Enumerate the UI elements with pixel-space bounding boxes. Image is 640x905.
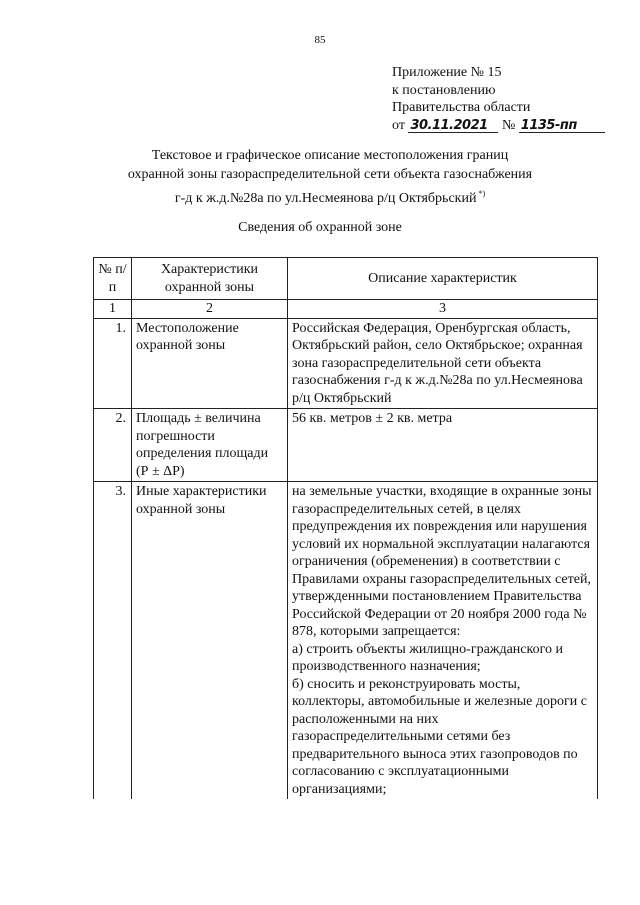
restriction-item-b: б) сносить и реконструировать мосты, коллекторы, автомобильные и железные дороги с расположенными на них газораспределительными сетями без предварительного выноса этих газопроводов по согласованию с эксплуатационными организациями; (292, 676, 587, 797)
table-row (94, 318, 598, 409)
title-line-2: охранной зоны газораспределительной сети объекта газоснабжения (127, 167, 533, 182)
appendix-line-1: Приложение № 15 (392, 65, 502, 80)
table-index-row (94, 300, 598, 319)
appendix-line-3: Правительства области (392, 100, 531, 115)
document-title (60, 146, 600, 208)
row-description: Российская Федерация, Оренбургская область, Октябрьский район, село Октябрьское; охранная зона газораспределительной сети объекта газоснабжения г-д к ж.д.№28а по ул.Несмеянова р/ц Октябрьский (288, 318, 598, 409)
title-line-1: Текстовое и графическое описание местоположения границ (151, 148, 509, 163)
appendix-date-line (392, 117, 605, 135)
section-title: Сведения об охранной зоне (238, 220, 402, 235)
protection-zone-table (93, 257, 598, 799)
table-row (94, 409, 598, 482)
row-number: 3. (94, 482, 132, 800)
appendix-line-2: к постановлению (392, 82, 496, 98)
index-cell-3: 3 (288, 300, 598, 319)
row-description (288, 482, 598, 800)
table-header-row (94, 258, 598, 300)
row-characteristic: Площадь ± величина погрешности определения площади (Р ± ΔР) (132, 409, 288, 482)
title-line-3-text: г-д к ж.д.№28а по ул.Несмеянова р/ц Октябрьский (174, 191, 477, 206)
index-cell-1: 1 (94, 300, 132, 319)
page-number: 85 (314, 34, 326, 46)
handwritten-number: 1135-пп (519, 119, 605, 133)
header-description: Описание характеристик (288, 258, 598, 300)
footnote-mark: *) (478, 189, 486, 198)
handwritten-date: 30.11.2021 (408, 119, 498, 133)
appendix-date-prefix: от (392, 117, 405, 133)
row-characteristic: Иные характеристики охранной зоны (132, 482, 288, 800)
row-characteristic: Местоположение охранной зоны (132, 318, 288, 409)
row-number: 2. (94, 409, 132, 482)
appendix-number-sign: № (501, 117, 516, 133)
table-row (94, 482, 598, 800)
index-cell-2: 2 (132, 300, 288, 319)
row-number: 1. (94, 318, 132, 409)
header-num: № п/п (94, 258, 132, 300)
appendix-block (392, 64, 605, 134)
restriction-intro: на земельные участки, входящие в охранные зоны газораспределительных сетей, в целях предупреждения их повреждения или нарушения условий их нормальной эксплуатации налагаются ограничения (обременения) в соответствии с Правилами охраны газораспределительных сетей, утвержденными постановлением Правительства Российской Федерации от 20 ноября 2000 года № 878, которыми запрещается: (292, 484, 592, 639)
header-characteristic: Характеристики охранной зоны (132, 258, 288, 300)
restriction-item-a: а) строить объекты жилищно-гражданского и производственного назначения; (292, 641, 563, 674)
title-line-3 (60, 184, 600, 208)
row-description: 56 кв. метров ± 2 кв. метра (288, 409, 598, 482)
